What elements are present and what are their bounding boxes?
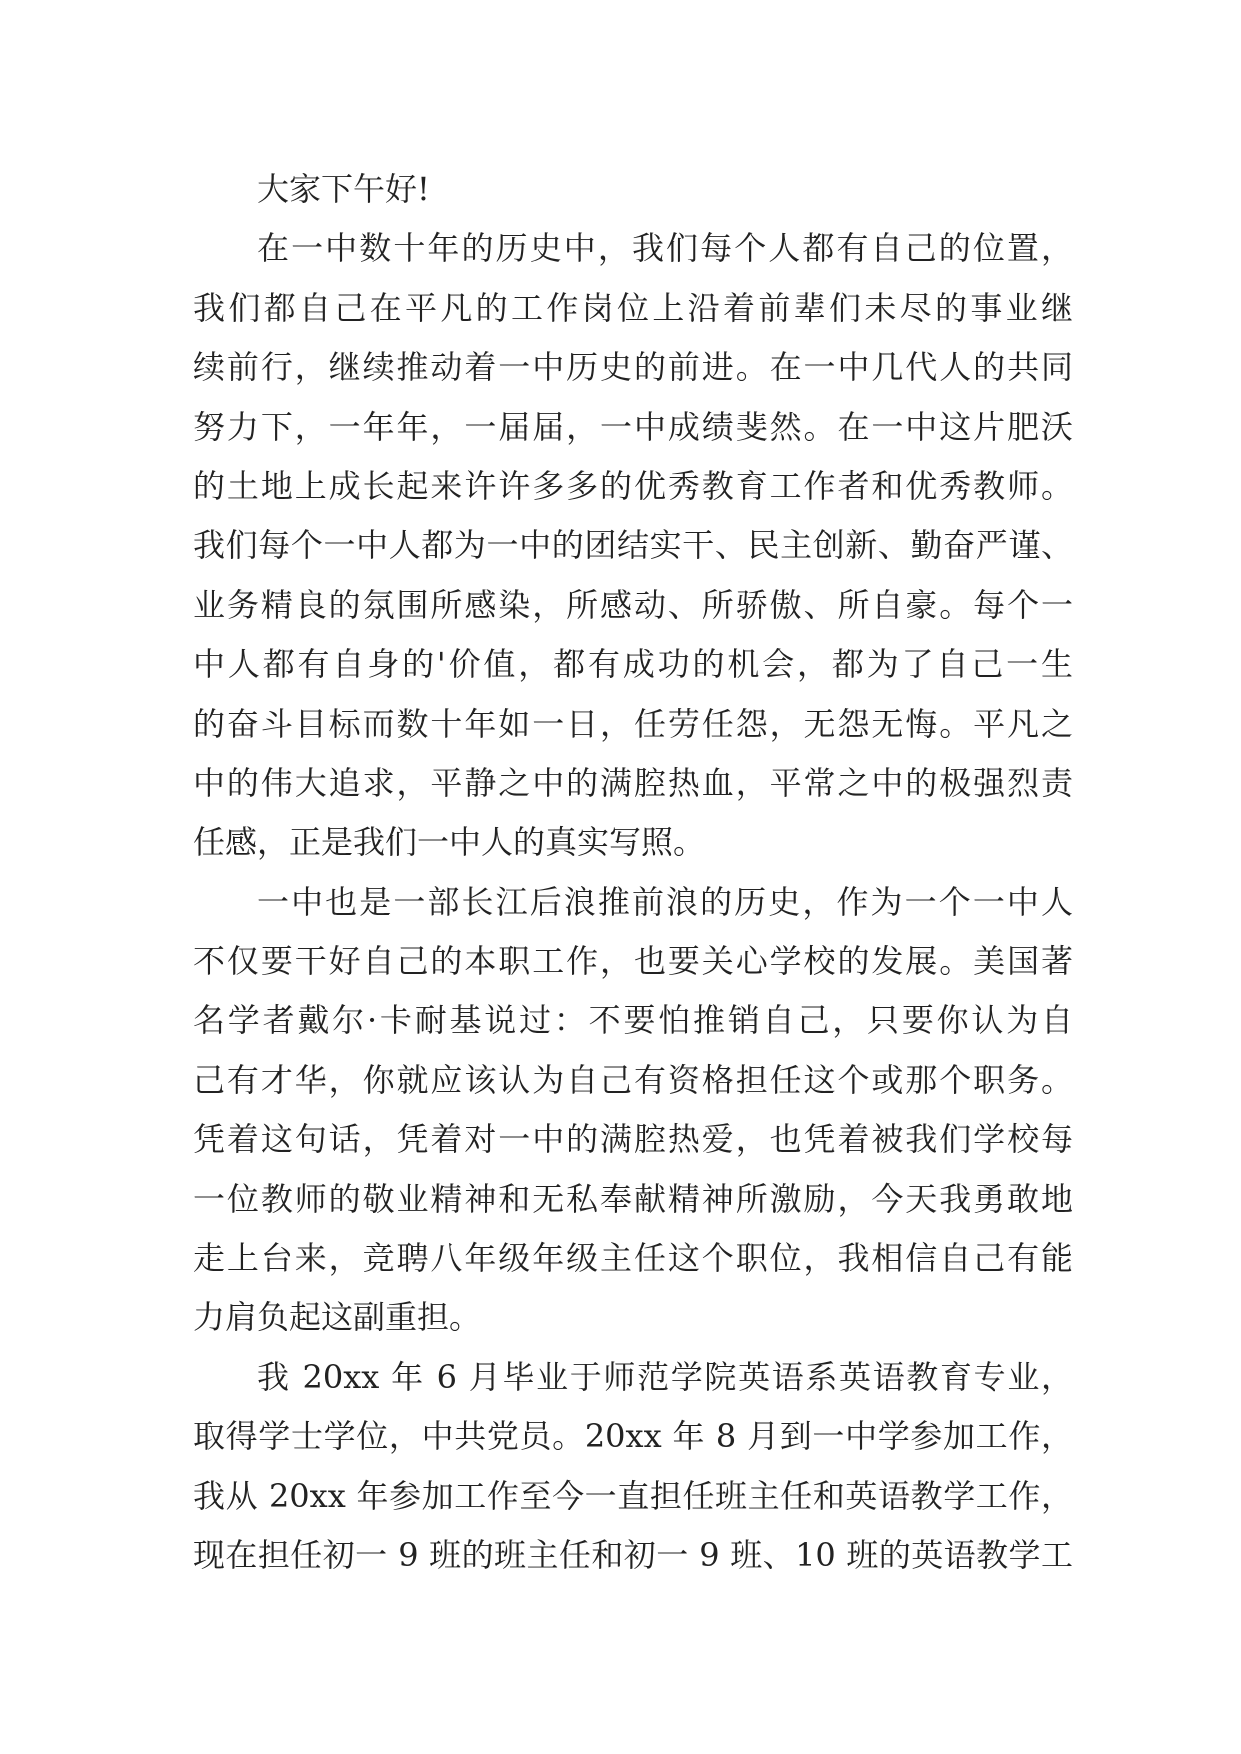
text-line: 努力下，一年年，一届届，一中成绩斐然。在一中这片肥沃 bbox=[193, 407, 1073, 446]
text-line: 名学者戴尔·卡耐基说过：不要怕推销自己，只要你认为自 bbox=[193, 1001, 1073, 1040]
text-line: 业务精良的氛围所感染，所感动、所骄傲、所自豪。每个一 bbox=[193, 585, 1073, 624]
paragraph-greeting bbox=[193, 160, 1073, 219]
text-line: 的奋斗目标而数十年如一日，任劳任怨，无怨无悔。平凡之 bbox=[193, 704, 1073, 743]
text-line: 己有才华，你就应该认为自己有资格担任这个或那个职务。 bbox=[193, 1060, 1073, 1099]
text-line: 取得学士学位，中共党员。20xx 年 8 月到一中学参加工作， bbox=[193, 1417, 1073, 1456]
paragraph-background bbox=[193, 1348, 1073, 1586]
text-line: 的土地上成长起来许许多多的优秀教育工作者和优秀教师。 bbox=[193, 466, 1073, 505]
text-line: 中的伟大追求，平静之中的满腔热血，平常之中的极强烈责 bbox=[193, 763, 1073, 802]
text-line: 我们都自己在平凡的工作岗位上沿着前辈们未尽的事业继 bbox=[193, 288, 1073, 327]
paragraph-history bbox=[193, 219, 1073, 872]
text-line: 中人都有自身的'价值，都有成功的机会，都为了自己一生 bbox=[193, 645, 1073, 684]
text-line: 凭着这句话，凭着对一中的满腔热爱，也凭着被我们学校每 bbox=[193, 1120, 1073, 1159]
text-line: 我从 20xx 年参加工作至今一直担任班主任和英语教学工作， bbox=[193, 1476, 1073, 1515]
text-line: 大家下午好! bbox=[257, 170, 430, 208]
text-line: 在一中数十年的历史中，我们每个人都有自己的位置， bbox=[257, 229, 1073, 268]
text-line: 一位教师的敬业精神和无私奉献精神所激励，今天我勇敢地 bbox=[193, 1179, 1073, 1218]
text-line: 我 20xx 年 6 月毕业于师范学院英语系英语教育专业， bbox=[257, 1357, 1073, 1396]
text-line: 续前行，继续推动着一中历史的前进。在一中几代人的共同 bbox=[193, 348, 1073, 387]
text-line: 一中也是一部长江后浪推前浪的历史，作为一个一中人 bbox=[257, 882, 1073, 921]
text-line: 走上台来，竞聘八年级年级主任这个职位，我相信自己有能 bbox=[193, 1239, 1073, 1278]
text-line: 力肩负起这副重担。 bbox=[193, 1298, 482, 1337]
document-body bbox=[193, 160, 1073, 1585]
text-line: 任感，正是我们一中人的真实写照。 bbox=[193, 823, 706, 862]
paragraph-candidacy bbox=[193, 873, 1073, 1348]
text-line: 现在担任初一 9 班的班主任和初一 9 班、10 班的英语教学工 bbox=[193, 1535, 1073, 1574]
text-line: 不仅要干好自己的本职工作，也要关心学校的发展。美国著 bbox=[193, 942, 1073, 981]
text-line: 我们每个一中人都为一中的团结实干、民主创新、勤奋严谨、 bbox=[193, 526, 1073, 565]
